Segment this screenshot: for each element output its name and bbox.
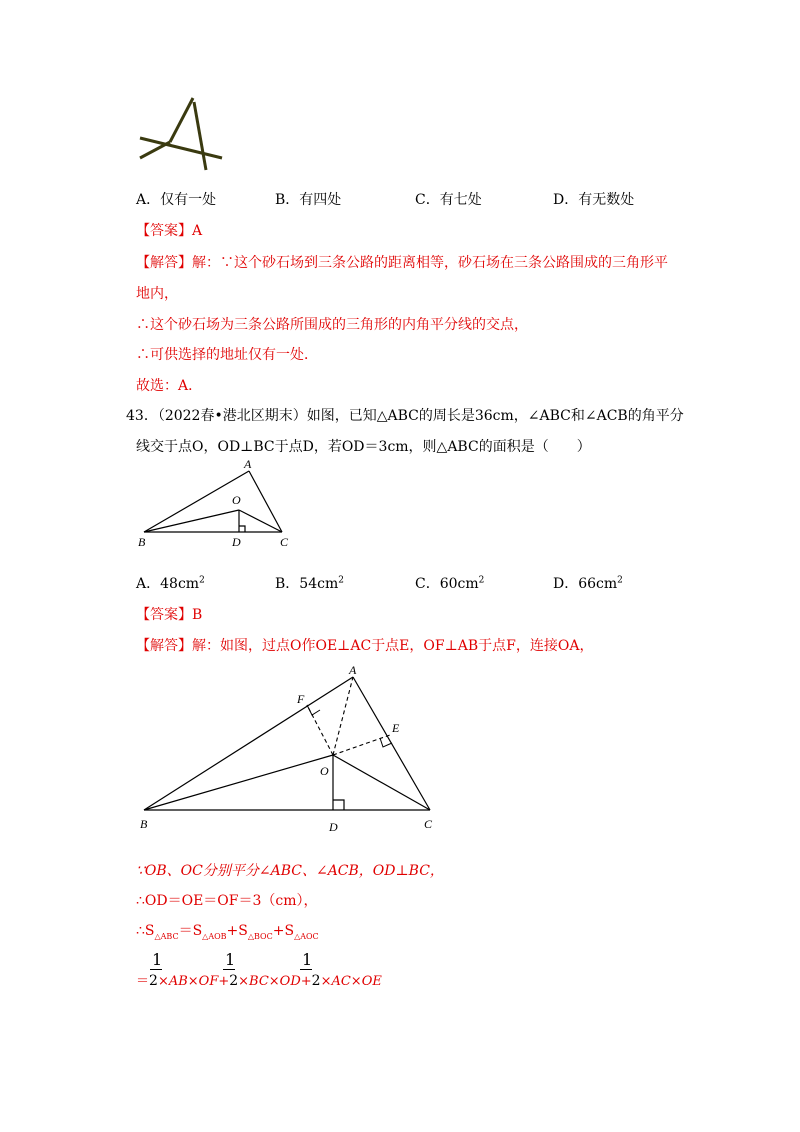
frac-2-num: 1 (225, 950, 236, 969)
fig2-label-c: C (424, 817, 433, 831)
q43-solution-intro: 【解答】解：如图，过点O作OE⊥AC于点E，OF⊥AB于点F，连接OA， (136, 638, 594, 654)
q43-number: 43． (126, 408, 158, 424)
frac-2-bar (223, 969, 235, 970)
q43-option-d[interactable]: D．$66cm^2$ (553, 575, 623, 592)
q43-step-2: ∴OD＝OE＝OF＝3（cm）， (136, 893, 318, 909)
q42-answer: 【答案】A (136, 223, 203, 239)
q43-step-4: ＝2×AB×OF+2×BC×OD+2×AC×OE (136, 973, 382, 989)
fig1-label-d: D (232, 535, 241, 549)
q42-solution-line-4: ∴可供选择的地址仅有一处． (136, 347, 318, 363)
road-line-1 (170, 98, 193, 142)
q43-option-b[interactable]: B．$54cm^2$ (275, 575, 344, 592)
fig2-label-o: O (320, 764, 329, 778)
q43-stem-line-2: 线交于点O，OD⊥BC于点D，若OD＝3cm，则△ABC的面积是（ ） (136, 439, 591, 455)
q42-solution-line-3: ∴这个砂石场为三条公路所围成的三角形的内角平分线的交点， (136, 317, 528, 333)
fig2-label-f: F (297, 692, 305, 706)
q43-option-c[interactable]: C．$60cm^2$ (415, 575, 485, 592)
q43-figure-2 (134, 660, 444, 840)
fig1-label-c: C (280, 535, 289, 549)
q42-solution-line-5: 故选：A． (136, 378, 203, 394)
road-line-2 (140, 138, 222, 158)
road-line-3 (194, 102, 206, 170)
fig1-label-o: O (232, 493, 241, 507)
q43-option-a[interactable]: A．$48cm^2$ (136, 575, 205, 592)
fig2-label-e: E (392, 721, 400, 735)
fig2-label-d: D (329, 820, 338, 834)
q43-step-3: $\therefore S_{\triangle ABC}=S_{\triangle AOB}+S_{\triangle BOC}+S_{\triangle AOC}$ (136, 923, 319, 941)
frac-1-bar (150, 969, 162, 970)
q43-answer: 【答案】B (136, 607, 203, 623)
q43-step-1: ∵OB、OC分别平分∠ABC、∠ACB，OD⊥BC， (136, 863, 444, 879)
frac-1-num: 1 (152, 950, 163, 969)
q42-solution-line-2: 地内， (136, 286, 178, 302)
frac-3-bar (300, 969, 312, 970)
q43-stem-line-1: 43．（2022春•港北区期末）如图，已知△ABC的周长是36cm，∠ABC和∠ACB的角平分 (126, 408, 684, 424)
q42-option-d[interactable]: D．有无数处 (553, 192, 635, 208)
q42-solution-line-1: 【解答】解：∵这个砂石场到三条公路的距离相等，砂石场在三条公路围成的三角形平 (136, 255, 668, 271)
fig2-label-a: A (349, 663, 357, 677)
q42-option-c[interactable]: C．有七处 (415, 192, 482, 208)
q42-option-b[interactable]: B．有四处 (275, 192, 342, 208)
frac-3-num: 1 (302, 950, 313, 969)
roads-figure (130, 92, 230, 172)
fig1-label-b: B (138, 535, 146, 549)
q42-option-a[interactable]: A．仅有一处 (136, 192, 217, 208)
fig2-label-b: B (140, 817, 148, 831)
q43-figure-1 (134, 454, 304, 554)
fig1-label-a: A (244, 457, 252, 471)
